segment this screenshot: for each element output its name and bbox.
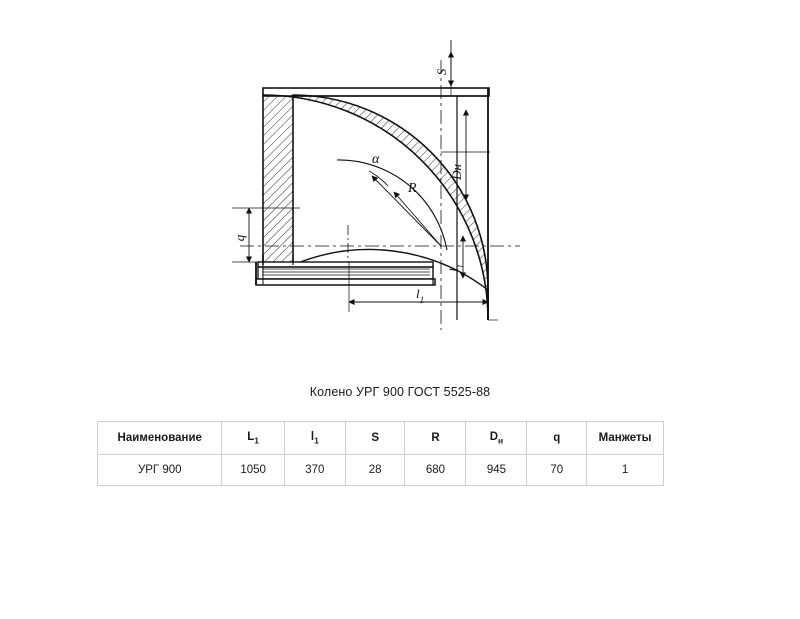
label-r: R [408,181,417,196]
drawing-caption: Колено УРГ 900 ГОСТ 5525-88 [309,385,491,399]
label-q: q [232,234,247,242]
label-l1-large: $l_1$ [415,286,425,305]
header-name: Наименование [98,422,222,455]
header-l1-capital: $L_1$ [222,422,284,455]
label-dn: Dн [449,164,464,180]
cell-s: 28 [345,455,405,486]
label-l1-small: $l_1$ [447,264,465,272]
label-alpha: α [372,152,380,167]
table-header-row [98,422,664,455]
spec-table-wrap [97,421,664,486]
table-row [98,455,664,486]
label-s: S [434,68,449,76]
header-cuffs: Манжеты [587,422,664,455]
header-dn: $D_н$ [466,422,527,455]
cell-r: 680 [405,455,466,486]
spec-table [97,421,664,486]
elbow-body [256,88,489,320]
cell-l1-small: 370 [284,455,345,486]
cell-q: 70 [527,455,587,486]
cell-cuffs: 1 [587,455,664,486]
dimension-l1-large [349,262,488,312]
header-s: S [345,422,405,455]
cell-dn: 945 [466,455,527,486]
cell-l1-capital: 1050 [222,455,284,486]
cell-name: УРГ 900 [98,455,222,486]
header-l1-small: $l_1$ [284,422,345,455]
header-r: R [405,422,466,455]
header-q: q [527,422,587,455]
